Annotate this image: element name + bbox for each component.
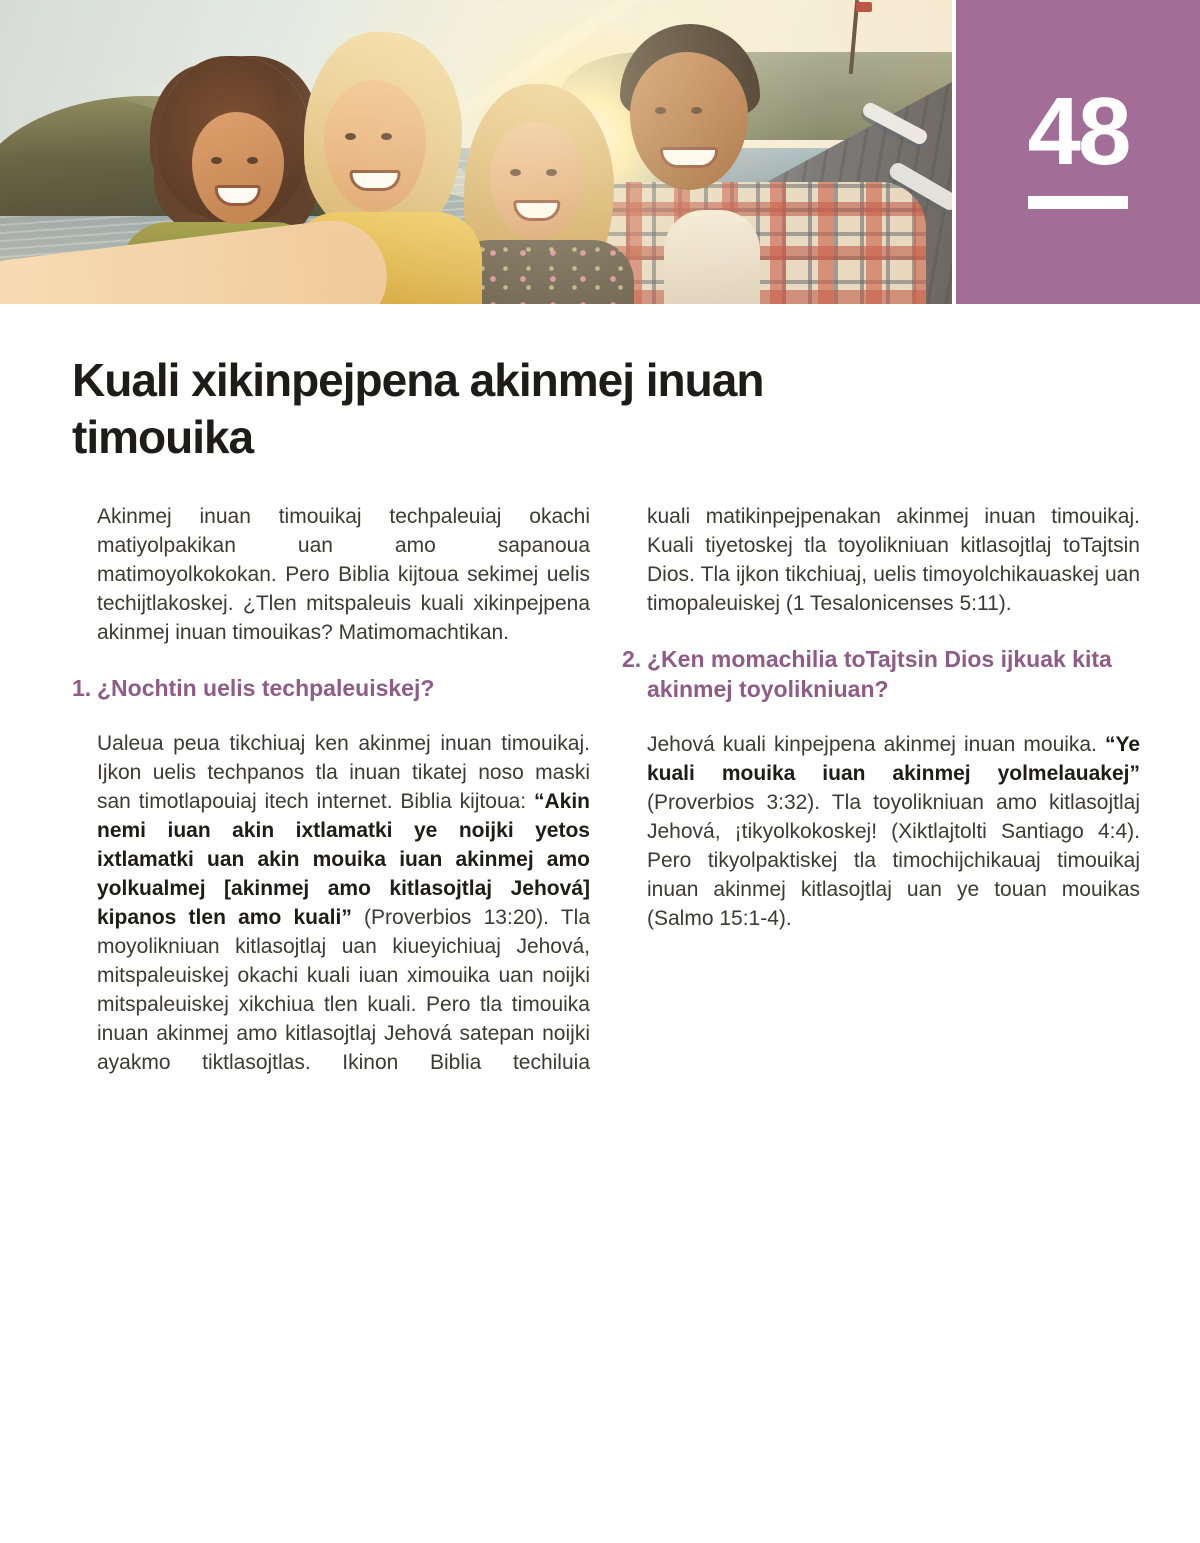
- q1-text-before-quote: Ualeua peua tikchiuaj ken akinmej inuan timouikaj. Ijkon uelis techpanos tla inuan tikatej noso maski san timotlapouiaj itech internet. Biblia kijtoua:: [97, 732, 590, 813]
- two-column-text: [72, 502, 1140, 1077]
- question-1-number: 1.: [72, 675, 92, 701]
- content: [0, 352, 1200, 1077]
- question-1-label: ¿Nochtin uelis techpaleuiskej?: [97, 675, 435, 701]
- question-2-paragraph: [647, 730, 1140, 933]
- hero-photo: [0, 0, 952, 304]
- question-1-heading: [72, 673, 590, 703]
- question-2-heading: [622, 644, 1140, 704]
- question-1-paragraph: [97, 729, 590, 1077]
- page-title: Kuali xikinpejpena akinmej inuan timouika: [72, 354, 764, 463]
- q2-text-before-quote: Jehová kuali kinpejpena akinmej inuan mouika.: [647, 733, 1105, 756]
- hero: [0, 0, 1200, 304]
- question-2-label: ¿Ken momachilia toTajtsin Dios ijkuak kita akinmej toyolikniuan?: [647, 646, 1112, 702]
- lesson-number-underline: [1028, 196, 1128, 209]
- lesson-number-badge: [956, 0, 1200, 304]
- q2-scripture-quote: “Ye kuali mouika iuan akinmej yolmelauakej”: [647, 733, 1140, 785]
- q2-text-after-quote: (Proverbios 3:32). Tla toyolikniuan amo kitlasojtlaj Jehová, ¡tikyolkokoskej! (Xiktlajtolti Santiago 4:4). Pero tikyolpaktiskej tla timochijchikauaj timouikaj inuan akinmej kitlasojtlaj uan ye touan mouikas (Salmo 15:1-4).: [647, 791, 1140, 930]
- intro-paragraph: Akinmej inuan timouikaj techpaleuiaj okachi matiyolpakikan uan amo sapanoua matimoyolkokokan. Pero Biblia kijtoua sekimej uelis techijtlakoskej. ¿Tlen mitspaleuis kuali xikinpejpena akinmej inuan timouikas? Matimomachtikan.: [97, 505, 590, 644]
- q1-text-after-quote: (Proverbios 13:20). Tla moyolikniuan kitlasojtlaj uan kiueyichiuaj Jehová, mitspaleuiskej okachi kuali iuan ximouika uan noijki mitspaleuiskej xikchiua tlen kuali. Pero tla timouika inuan akinmej amo kitlasojtlaj Jehová satepan noijki ayakmo tiktlasojtlas. Ikinon Biblia techiluia: [97, 906, 590, 1074]
- left-column: [72, 502, 590, 1077]
- right-column: [622, 502, 1140, 1077]
- sunset-glow-overlay: [0, 0, 952, 304]
- question-2-number: 2.: [622, 646, 642, 672]
- lesson-number: 48: [1027, 78, 1129, 185]
- question-1-paragraph-continuation: kuali matikinpejpenakan akinmej inuan timouikaj. Kuali tiyetoskej tla toyolikniuan kitlasojtlaj toTajtsin Dios. Tla ijkon tikchiuaj, uelis timoyolchikauaskej uan timopaleuiskej (1 Tesalonicenses 5:11).: [647, 505, 1140, 615]
- q1-scripture-quote: “Akin nemi iuan akin ixtlamatki ye noijki yetos ixtlamatki uan akin mouika iuan akinmej amo yolkualmej [akinmej amo kitlasojtlaj Jehová] kipanos tlen amo kuali”: [97, 790, 590, 929]
